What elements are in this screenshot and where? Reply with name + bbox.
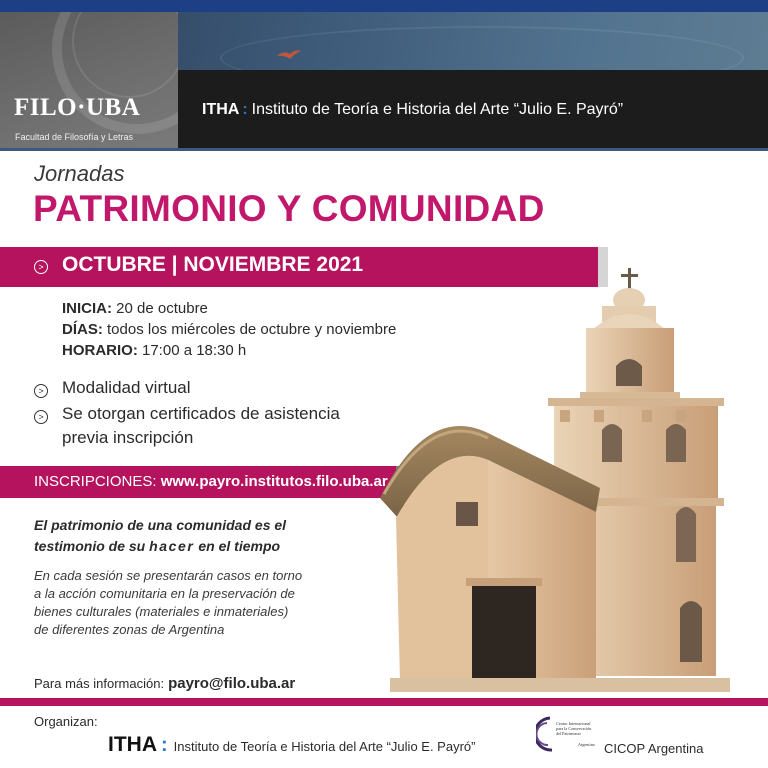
description-line: de diferentes zonas de Argentina [34, 622, 225, 637]
modalidad-text: Modalidad virtual [62, 378, 191, 397]
description-line: a la acción comunitaria en la preservación de [34, 586, 295, 601]
horario-label: HORARIO: [62, 342, 138, 359]
detail-horario [62, 342, 246, 359]
event-kicker: Jornadas [34, 161, 125, 186]
logo-filo-text: FILO [14, 94, 78, 121]
certificados-text: Se otorgan certificados de asistencia [62, 404, 340, 423]
itha-header-bar [178, 70, 768, 148]
svg-text:Centro Internacional: Centro Internacional [556, 721, 591, 726]
logo-dot: · [77, 94, 86, 121]
logo-uba-text: UBA [85, 94, 141, 121]
header-divider [0, 148, 768, 151]
detail-inicia [62, 300, 208, 317]
inscripciones-label: INSCRIPCIONES: [34, 473, 157, 490]
itha-header-full: Instituto de Teoría e Historia del Arte “Julio E. Payró” [251, 101, 624, 118]
detail-dias [62, 321, 396, 338]
horario-value: 17:00 a 18:30 h [137, 342, 247, 359]
footer-bar [0, 698, 768, 706]
itha-footer-logo [108, 733, 475, 757]
arrow-circle-icon: > [34, 260, 48, 274]
arrow-circle-icon: > [34, 410, 48, 424]
description-line: En cada sesión se presentarán casos en torno [34, 568, 303, 583]
church-illustration [380, 262, 768, 702]
description-line: bienes culturales (materiales e inmateriales) [34, 604, 289, 619]
inicia-value: 20 de octubre [112, 300, 208, 317]
itha-footer-full: Instituto de Teoría e Historia del Arte “Julio E. Payró” [173, 739, 476, 754]
logo-subtitle: Facultad de Filosofía y Letras [15, 132, 134, 142]
itha-colon-icon: : [161, 734, 168, 756]
quote-line-2: testimonio de su hacer en el tiempo [34, 538, 281, 554]
arrow-circle-icon: > [34, 384, 48, 398]
date-range: OCTUBRE | NOVIEMBRE 2021 [62, 253, 364, 276]
itha-colon-icon: : [242, 101, 248, 118]
cicop-name: CICOP Argentina [604, 741, 704, 756]
top-band [0, 0, 768, 12]
svg-text:del Patrimonio: del Patrimonio [556, 731, 581, 736]
dias-value: todos los miércoles de octubre y noviembre [102, 321, 397, 338]
event-title: PATRIMONIO Y COMUNIDAD [33, 188, 545, 229]
svg-text:para la Conservación: para la Conservación [556, 726, 592, 731]
itha-header-short: ITHA [202, 101, 240, 118]
organizers-label: Organizan: [34, 714, 98, 729]
contact-email-link[interactable]: payro@filo.uba.ar [168, 675, 296, 692]
filo-uba-logo [0, 12, 178, 150]
svg-text:Argentina: Argentina [578, 742, 595, 747]
certificados-sub: previa inscripción [62, 428, 194, 447]
contact-label: Para más información: [34, 676, 165, 691]
inicia-label: INICIA: [62, 300, 112, 317]
itha-footer-short: ITHA [108, 733, 157, 756]
cicop-logo-icon [536, 714, 600, 754]
dias-label: DÍAS: [62, 321, 103, 338]
contact-line [34, 675, 295, 692]
inscripciones-bar [0, 466, 396, 498]
description-text [34, 567, 334, 639]
quote-line-1: El patrimonio de una comunidad es el [34, 517, 287, 533]
bird-icon [276, 48, 302, 60]
inscripciones-link[interactable]: www.payro.institutos.filo.uba.ar [160, 473, 388, 490]
quote-text [34, 515, 334, 557]
